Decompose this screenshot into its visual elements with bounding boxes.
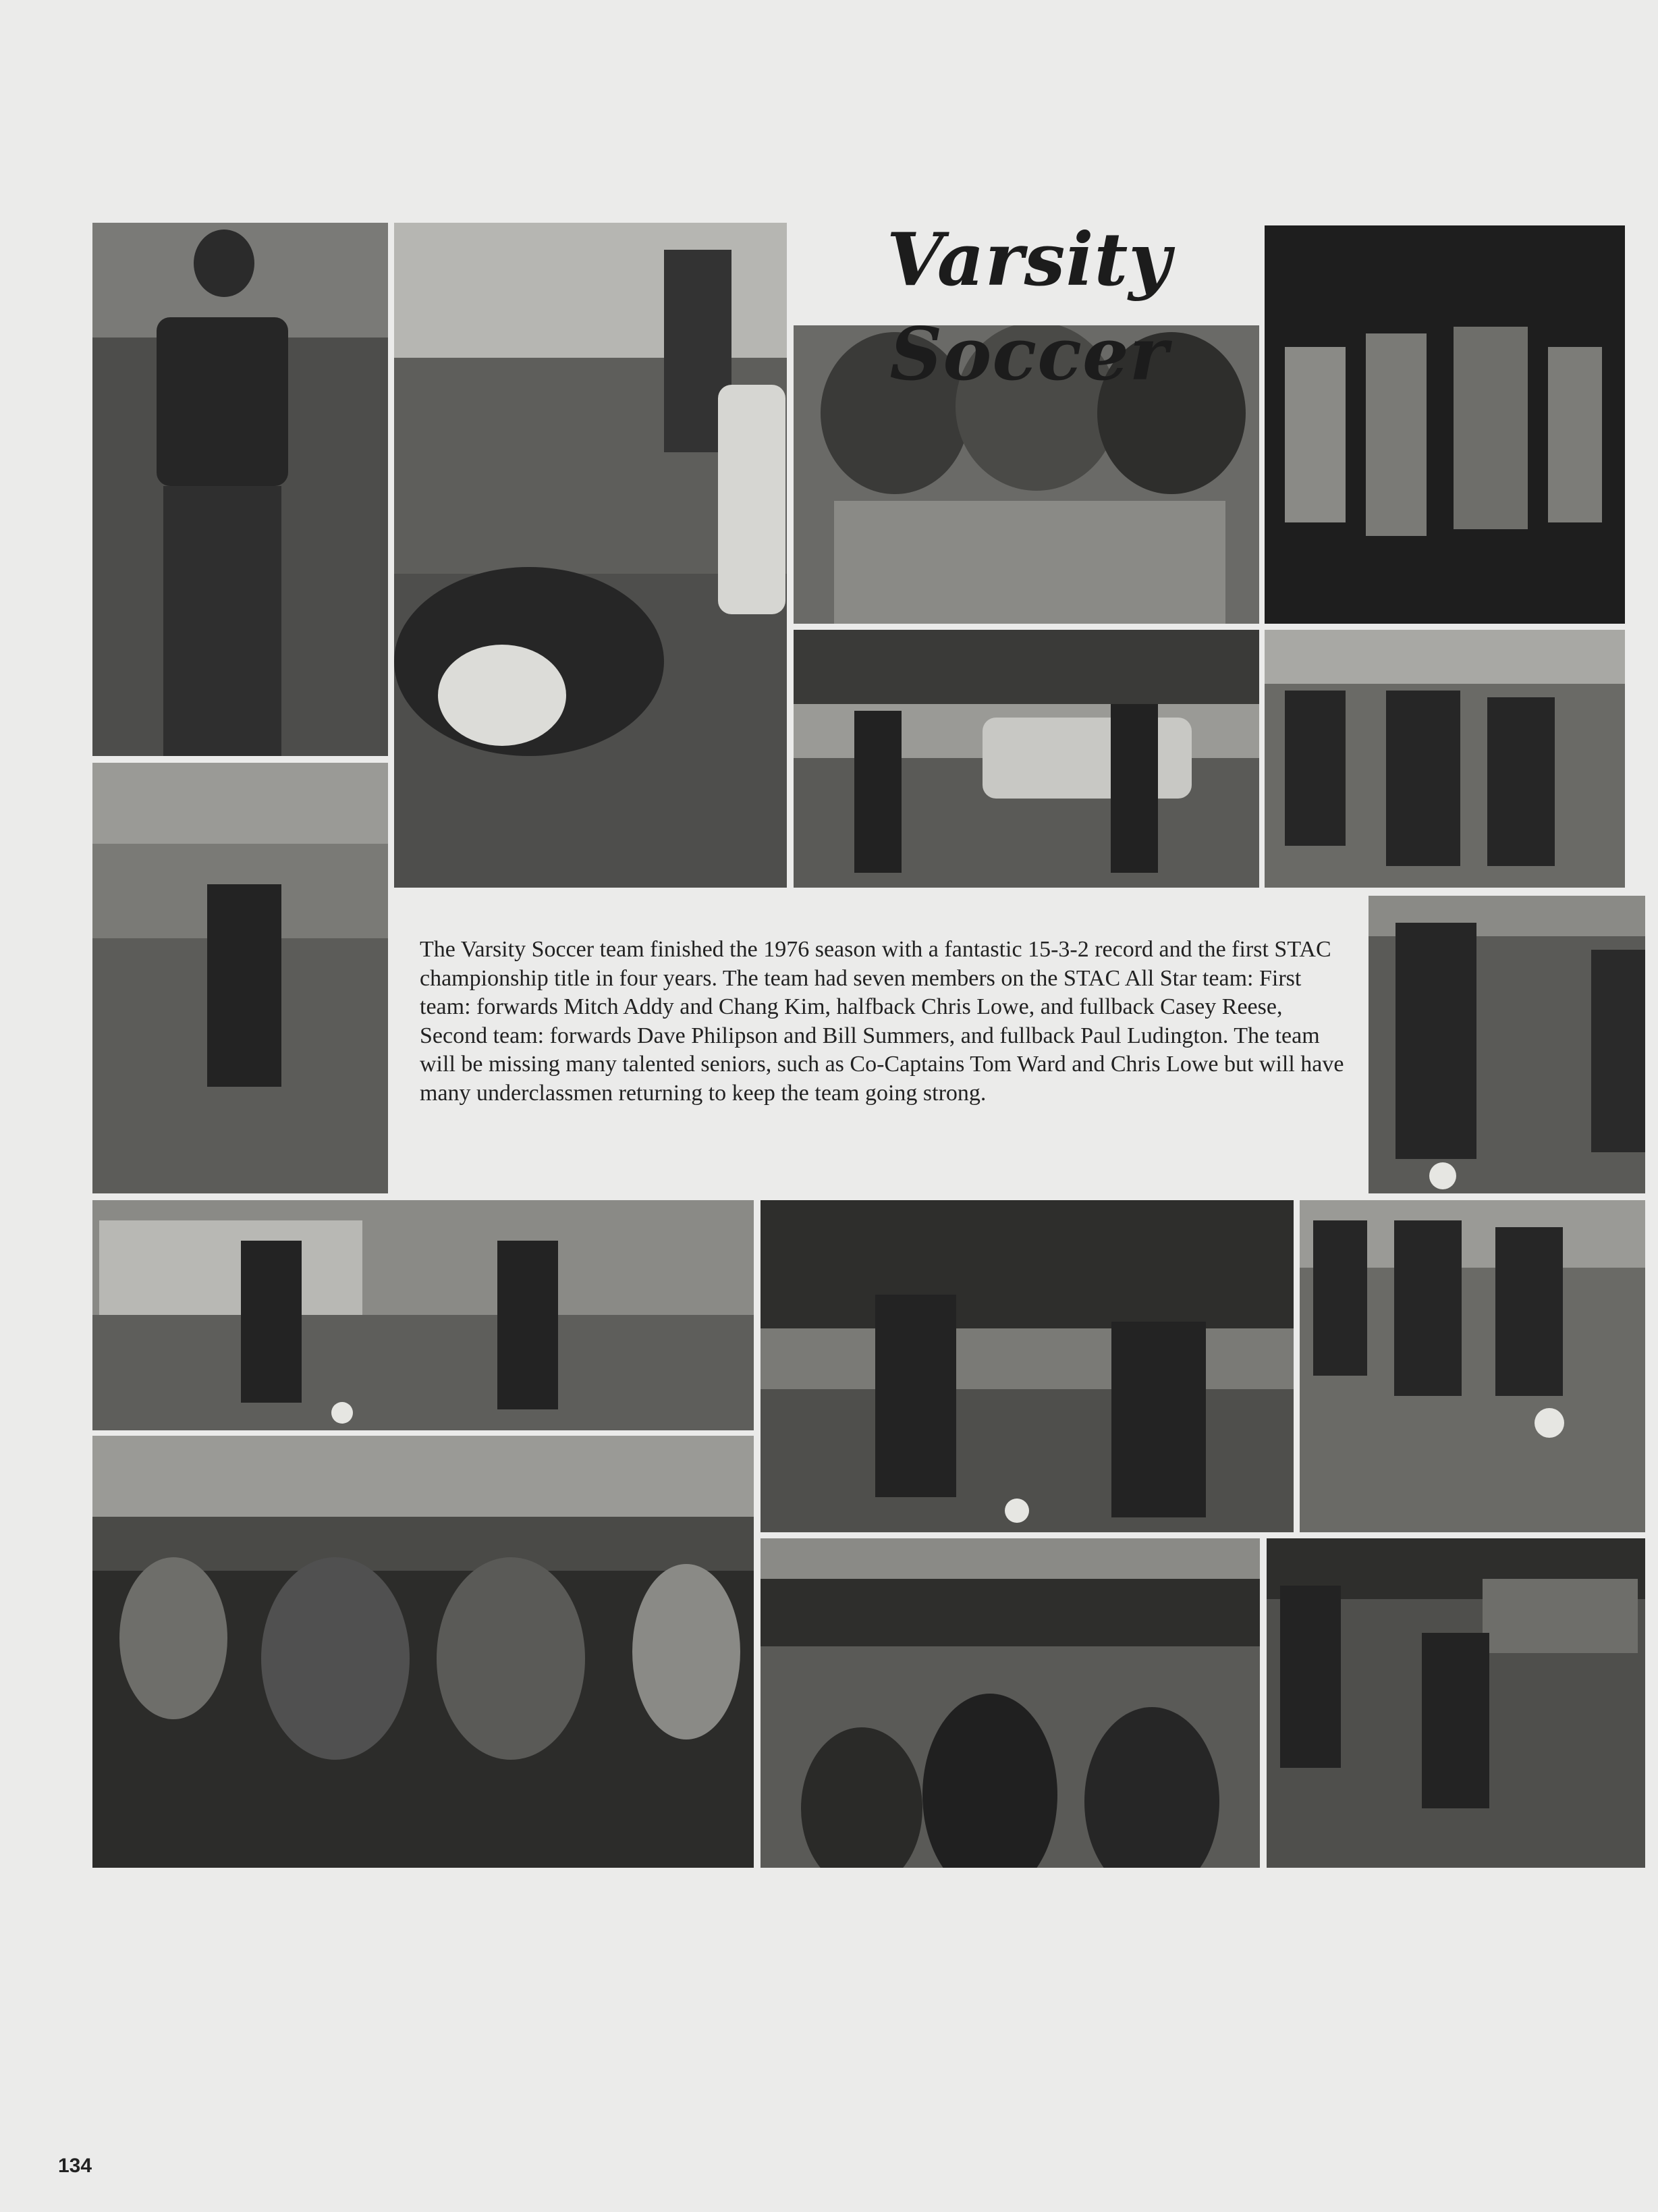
photo-spectators	[761, 1538, 1260, 1868]
page-title: Varsity Soccer	[886, 217, 1172, 397]
photo-field-action-2	[1265, 630, 1625, 888]
photo-players-kick	[1300, 1200, 1645, 1532]
photo-players-contest	[761, 1200, 1294, 1532]
photo-team-huddle	[92, 1436, 754, 1868]
article-caption: The Varsity Soccer team finished the 1976 season with a fantastic 15-3-2 record and the first STAC championship title in four years. The team had seven members on the STAC All Star team: First team: forwards Mitch Addy and Chang Kim, halfback Chris Lowe, and fullback Casey Reese, Second team: forwards Dave Philipson and Bill Summers, and fullback Paul Ludington. The team will be missing many talented seniors, such as Co-Captains Tom Ward and Chris Lowe but will have many underclassmen returning to keep the team going strong.	[420, 937, 1344, 1106]
page-number: 134	[58, 2155, 92, 2177]
photo-players-goalfield	[1267, 1538, 1645, 1868]
photo-goalkeeper-back	[92, 223, 388, 756]
photo-player-running	[92, 763, 388, 1193]
photo-night-scrimmage	[1265, 225, 1625, 624]
photo-goalkeeper-save	[394, 223, 787, 888]
photo-two-players-ball	[92, 1200, 754, 1430]
photo-player-dribbling	[1369, 896, 1645, 1193]
photo-field-action-1	[794, 630, 1259, 888]
